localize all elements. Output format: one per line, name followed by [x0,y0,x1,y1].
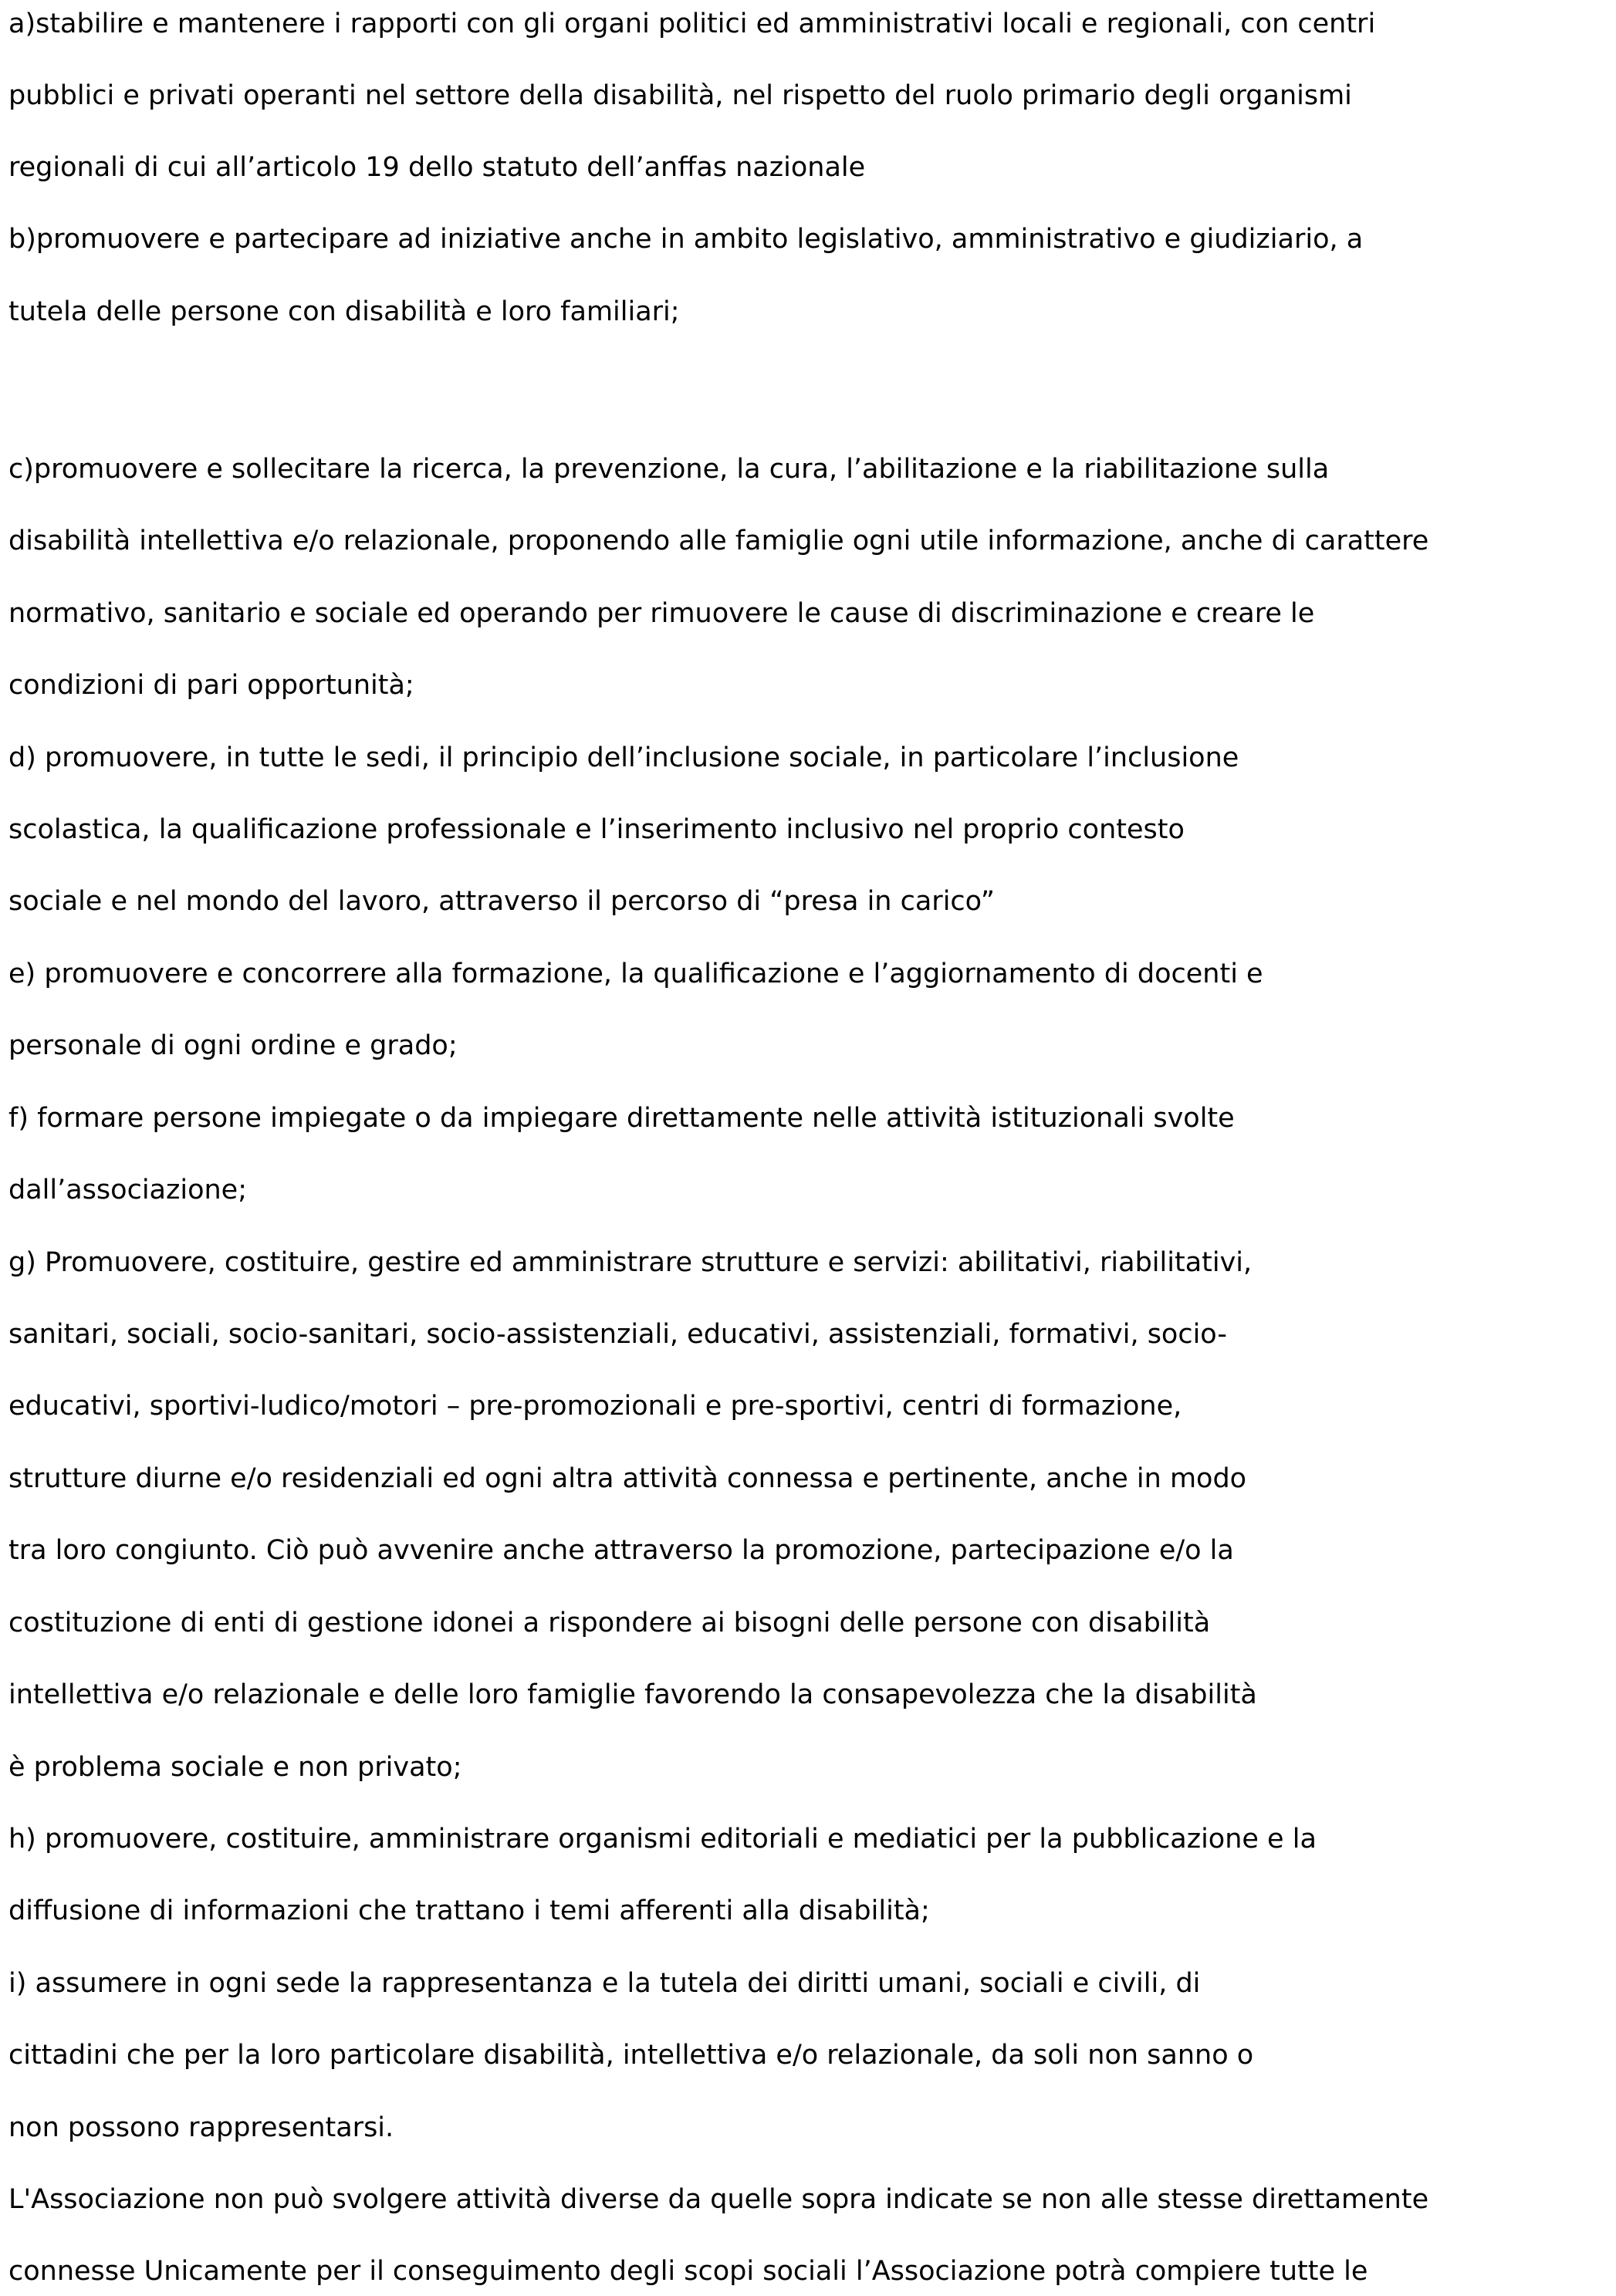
text-line: normativo, sanitario e sociale ed operando per rimuovere le cause di discriminazione e creare le [8,598,1315,629]
text-line: sanitari, sociali, socio-sanitari, socio-assistenziali, educativi, assistenziali, formativi, socio- [8,1319,1227,1350]
text-line: connesse Unicamente per il conseguimento degli scopi sociali l’Associazione potrà compiere tutte le [8,2256,1368,2287]
text-line: sociale e nel mondo del lavoro, attraverso il percorso di “presa in carico” [8,886,995,917]
text-line: scolastica, la qualificazione professionale e l’inserimento inclusivo nel proprio contesto [8,814,1185,845]
text-line: regionali di cui all’articolo 19 dello statuto dell’anffas nazionale [8,152,866,183]
text-line: h) promuovere, costituire, amministrare organismi editoriali e mediatici per la pubblicazione e la [8,1824,1317,1855]
text-line: diffusione di informazioni che trattano i temi afferenti alla disabilità; [8,1895,930,1926]
text-line: costituzione di enti di gestione idonei a rispondere ai bisogni delle persone con disabilità [8,1608,1211,1638]
text-line: f) formare persone impiegate o da impiegare direttamente nelle attività istituzionali svolte [8,1103,1235,1134]
text-line: tra loro congiunto. Ciò può avvenire anche attraverso la promozione, partecipazione e/o la [8,1535,1234,1566]
text-line: g) Promuovere, costituire, gestire ed amministrare strutture e servizi: abilitativi, riabilitativi, [8,1247,1253,1278]
text-line: intellettiva e/o relazionale e delle loro famiglie favorendo la consapevolezza che la disabilità [8,1679,1257,1710]
text-line: disabilità intellettiva e/o relazionale, proponendo alle famiglie ogni utile informazione, anche di carattere [8,526,1429,556]
text-line: L'Associazione non può svolgere attività diverse da quelle sopra indicate se non alle stesse direttamente [8,2184,1429,2215]
text-line: b)promuovere e partecipare ad iniziative anche in ambito legislativo, amministrativo e giudiziario, a [8,224,1364,255]
text-line: d) promuovere, in tutte le sedi, il principio dell’inclusione sociale, in particolare l’inclusione [8,742,1239,773]
text-line: i) assumere in ogni sede la rappresentanza e la tutela dei diritti umani, sociali e civili, di [8,1968,1201,1999]
text-line: pubblici e privati operanti nel settore della disabilità, nel rispetto del ruolo primario degli organismi [8,80,1352,111]
text-line: c)promuovere e sollecitare la ricerca, la prevenzione, la cura, l’abilitazione e la riabilitazione sulla [8,454,1330,485]
text-line: è problema sociale e non privato; [8,1752,462,1783]
text-line: dall’associazione; [8,1175,248,1205]
text-line: educativi, sportivi-ludico/motori – pre-promozionali e pre-sportivi, centri di formazione, [8,1391,1182,1422]
text-line: tutela delle persone con disabilità e loro familiari; [8,296,680,327]
text-line: strutture diurne e/o residenziali ed ogni altra attività connessa e pertinente, anche in modo [8,1463,1247,1494]
text-line: condizioni di pari opportunità; [8,670,414,701]
text-line: e) promuovere e concorrere alla formazione, la qualificazione e l’aggiornamento di docenti e [8,959,1263,989]
document-page [8,0,1606,2296]
text-line: cittadini che per la loro particolare disabilità, intellettiva e/o relazionale, da soli non sanno o [8,2040,1254,2071]
text-line: non possono rappresentarsi. [8,2112,394,2143]
text-line: a)stabilire e mantenere i rapporti con gli organi politici ed amministrativi locali e regionali, con centri [8,8,1376,39]
text-line: personale di ogni ordine e grado; [8,1030,458,1061]
